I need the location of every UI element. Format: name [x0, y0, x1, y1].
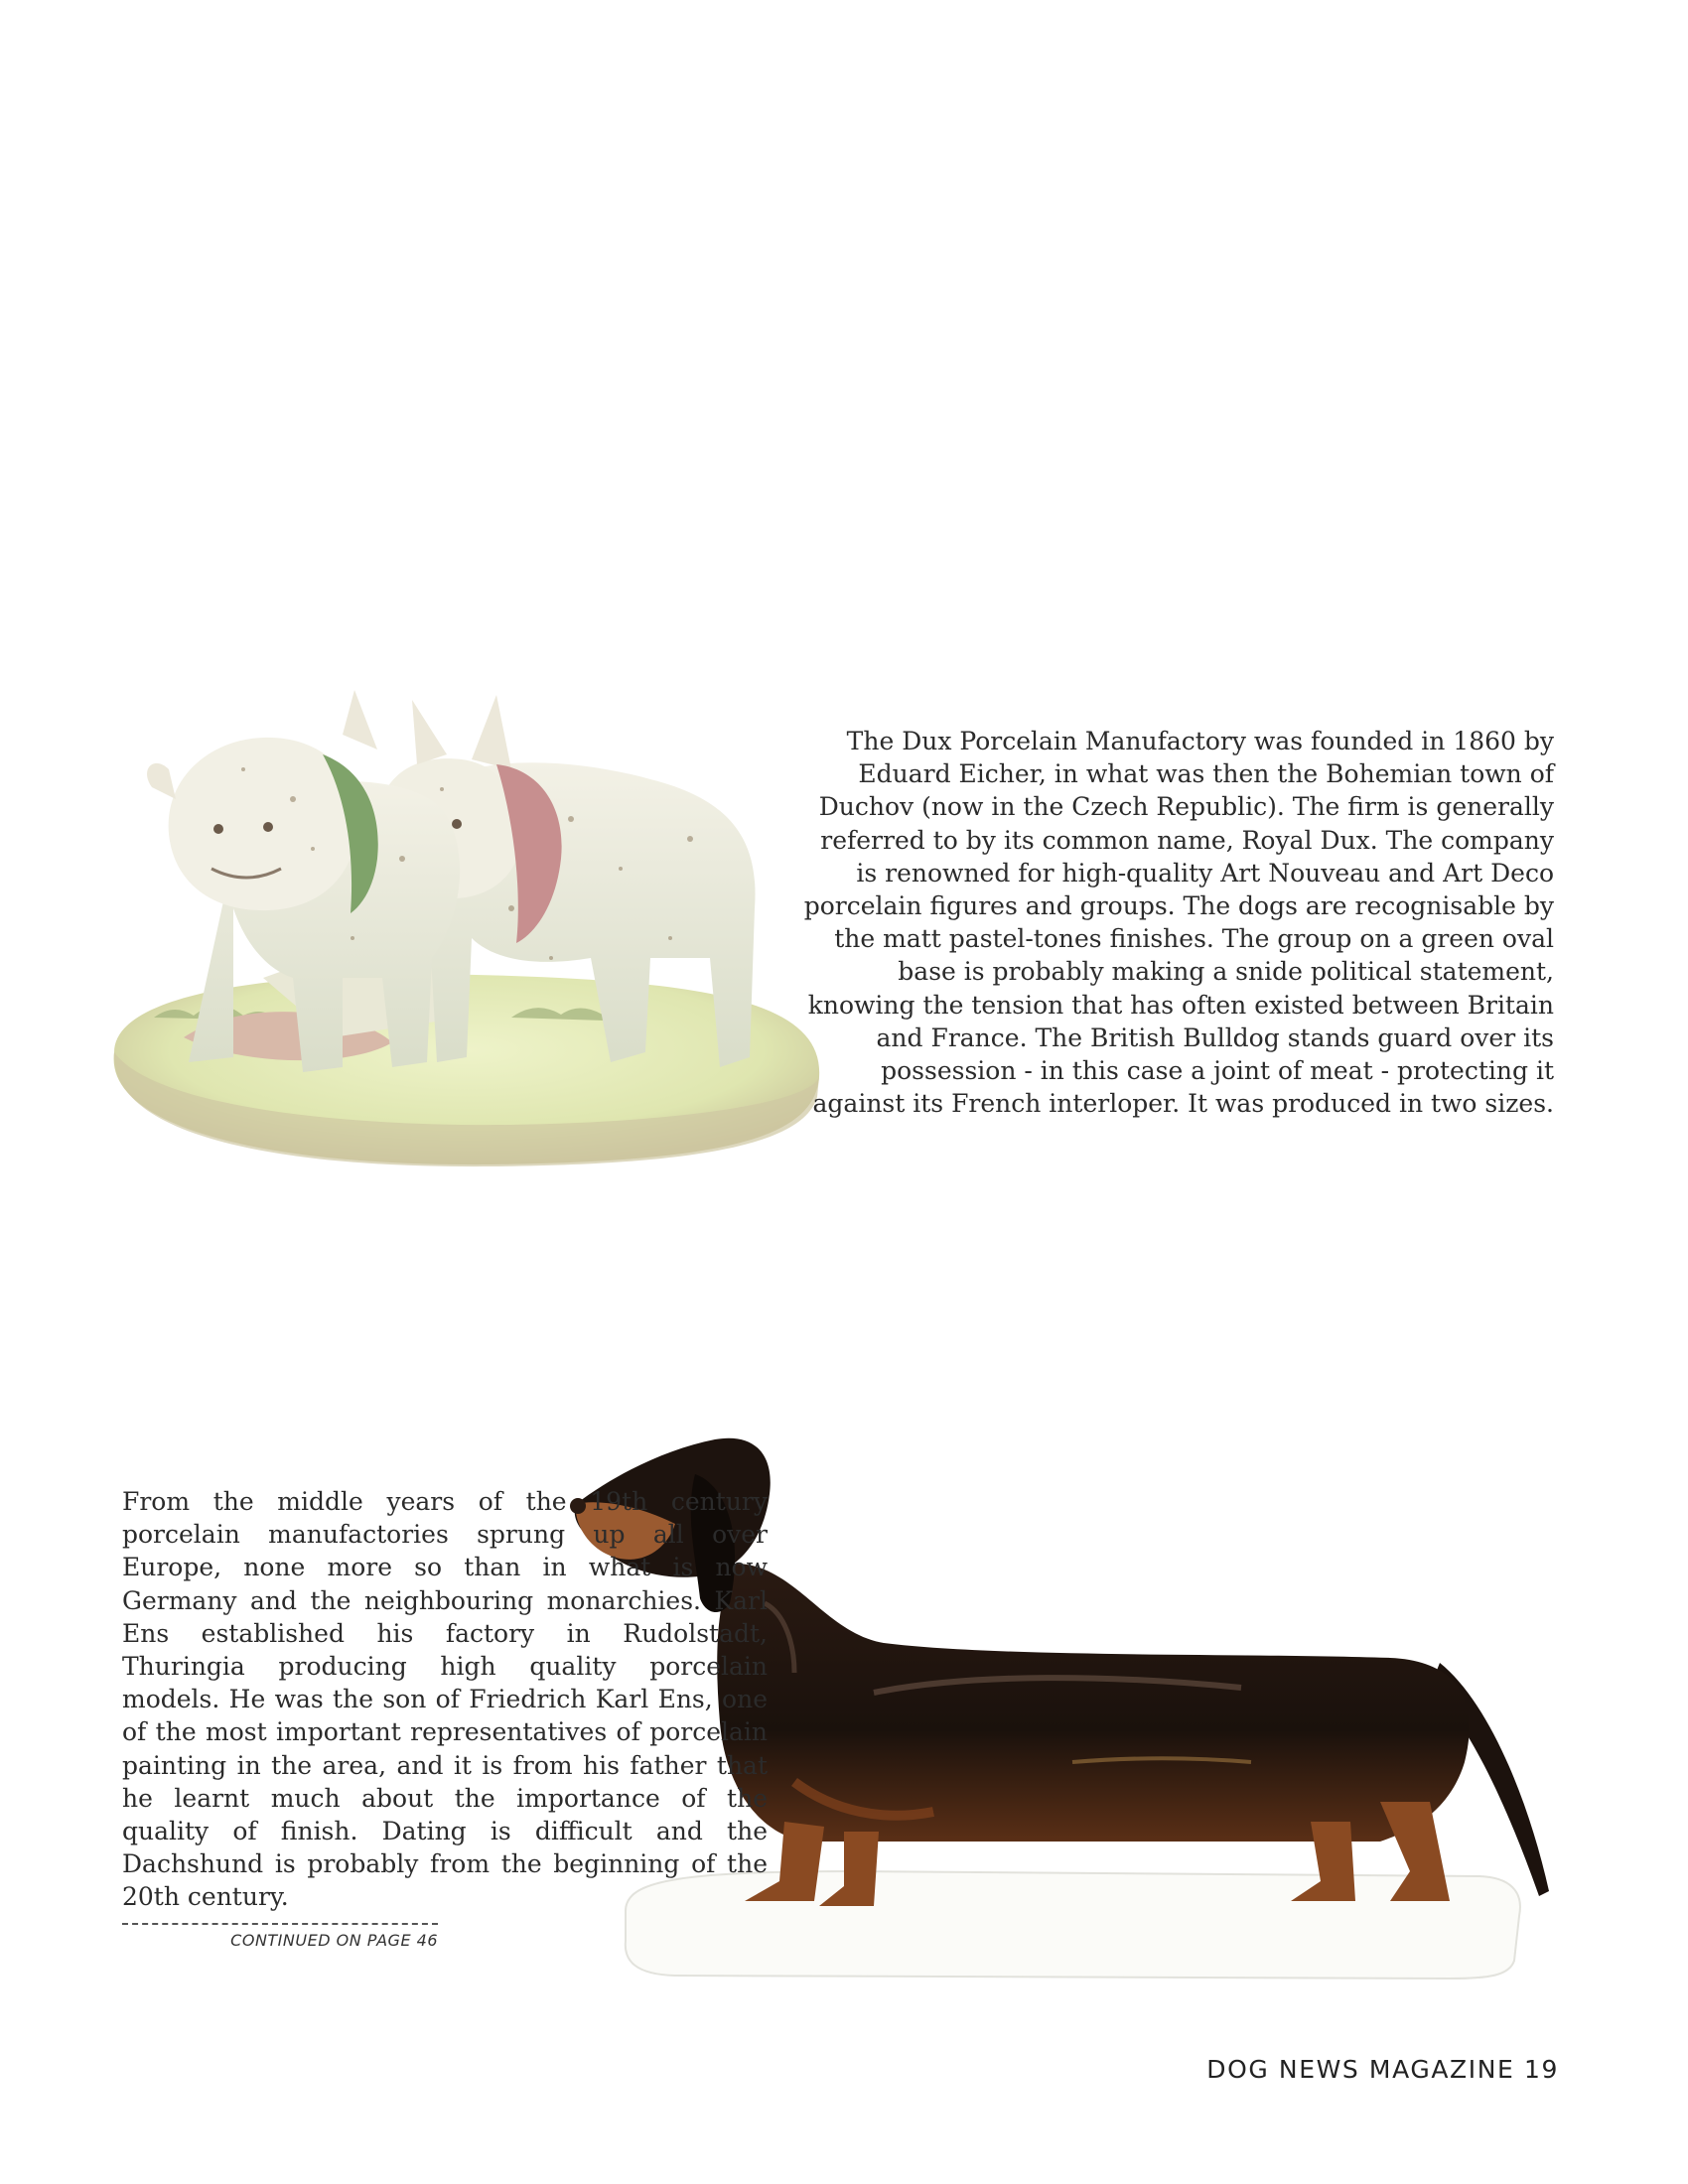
continued-label: CONTINUED ON PAGE 46	[230, 1931, 438, 1950]
page-folio: DOG NEWS MAGAZINE 19	[1206, 2055, 1559, 2084]
continued-note	[122, 1923, 438, 1950]
bulldog-figurine-photo	[94, 660, 829, 1176]
dux-caption: The Dux Porcelain Manufactory was founded in 1860 by Eduard Eicher, in what was then the Bohemian town of Duchov (now in the Czech Republic). The firm is generally referred to by its common name, Royal Dux. The company is renowned for high-quality Art Nouveau and Art Deco porcelain figures and groups. The dogs are recognisable by the matt pastel-tones finishes. The group on a green oval base is probably making a snide political statement, knowing the tension that has often existed between Britain and France. The British Bulldog stands guard over its possession - in this case a joint of meat - protecting it against its French interloper. It was produced in two sizes.	[803, 727, 1554, 1119]
ens-caption: From the middle years of the 19th century porcelain manufactories sprung up all over Europe, none more so than in what is now Germany and the neighbouring monarchies. Karl Ens established his factory in Rudolstadt, Thuringia producing high quality porcelain models. He was the son of Friedrich Karl Ens, one of the most important representatives of porcelain painting in the area, and it is from his father that he learnt much about the importance of the quality of finish. Dating is difficult and the Dachshund is probably from the beginning of the 20th century.	[122, 1487, 768, 1912]
